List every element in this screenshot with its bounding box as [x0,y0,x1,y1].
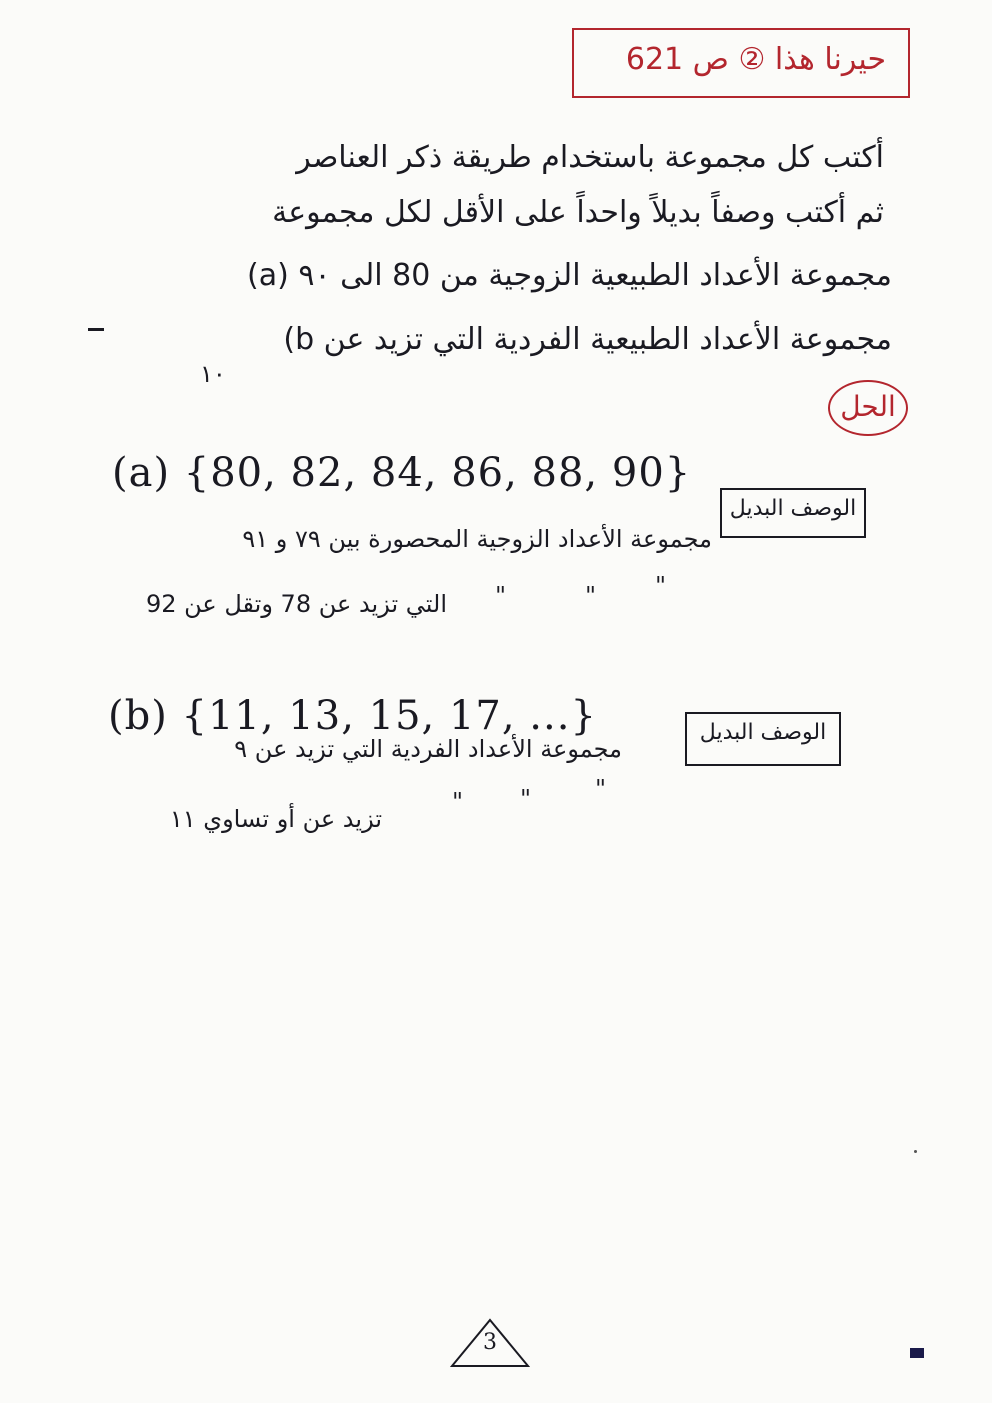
edge-mark [910,1348,924,1358]
question-part-a: (a) مجموعة الأعداد الطبيعية الزوجية من 80 الى ٩٠ [247,258,892,293]
question-part-b-line-2: ١٠ [200,360,226,388]
solution-label-oval [828,380,908,436]
answer-b-desc-2: تزيد عن أو تساوي ١١ [169,805,382,833]
dash-mark [88,328,104,331]
answer-a-alt-label-box [720,488,866,538]
question-line-2: ثم أكتب وصفاً بديلاً واحداً على الأقل لكل مجموعة [272,195,884,230]
answer-b-ditto-1: " [595,775,607,803]
heading-box [572,28,910,98]
question-line-1: أكتب كل مجموعة باستخدام طريقة ذكر العناصر [296,140,884,175]
page-number: 3 [483,1330,497,1355]
answer-a-alt-label: الوصف البديل [729,496,857,521]
answer-b-ditto-3: " [452,788,464,816]
answer-b-desc-1: مجموعة الأعداد الفردية التي تزيد عن ٩ [234,735,622,763]
answer-b-alt-label: الوصف البديل [699,720,827,745]
answer-b-ditto-2: " [520,785,532,813]
answer-a-set: (a) {80, 82, 84, 86, 88, 90} [112,450,692,496]
answer-a-desc-2: التي تزيد عن 78 وتقل عن 92 [145,590,447,618]
answer-a-ditto-2: " [585,582,597,610]
answer-b-alt-label-box [685,712,841,766]
answer-a-desc-1: مجموعة الأعداد الزوجية المحصورة بين ٧٩ و ٩١ [242,525,712,553]
question-part-b-line-1: (b مجموعة الأعداد الطبيعية الفردية التي تزيد عن [283,322,892,357]
answer-b-set: (b) {11, 13, 15, 17, ...} [108,693,597,739]
solution-label: الحل [840,390,896,423]
answer-a-ditto-1: " [655,572,667,600]
answer-a-ditto-3: " [495,582,507,610]
page-speck [914,1150,917,1153]
heading-text: حيرنا هذا ② ص 621 [625,42,886,77]
